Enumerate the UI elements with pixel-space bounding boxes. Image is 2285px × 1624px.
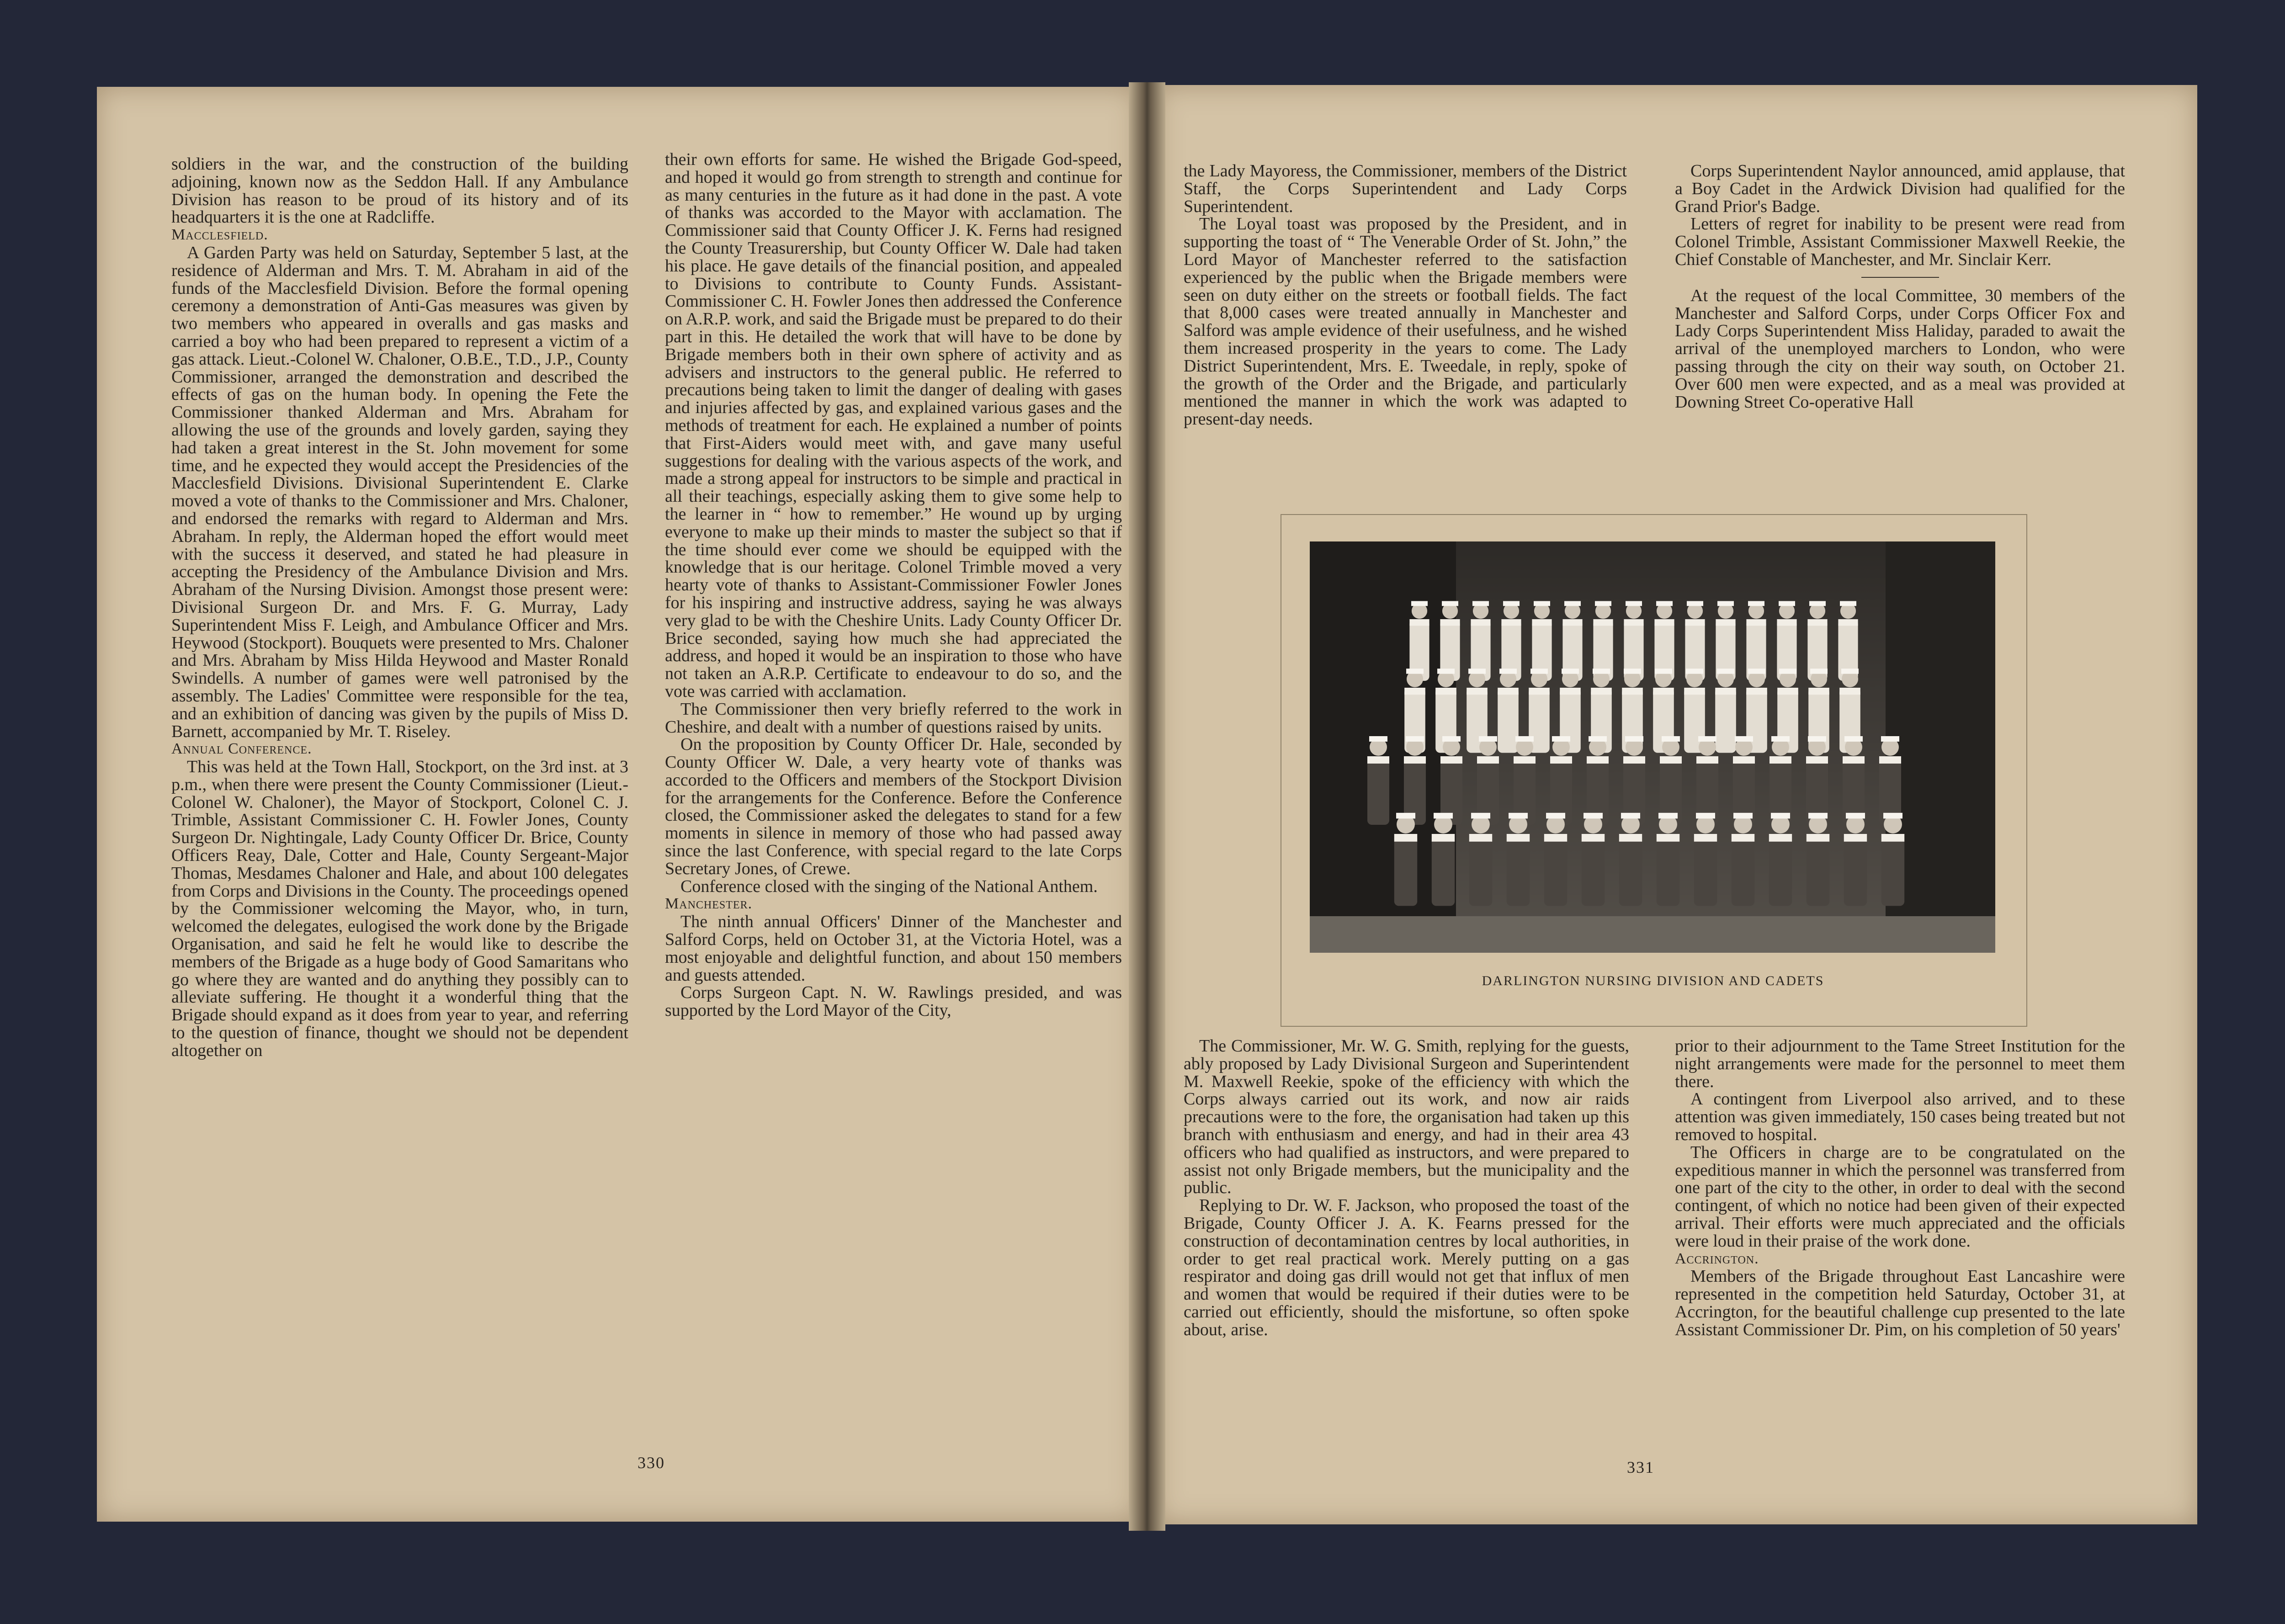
paragraph: The Officers in charge are to be congratulated on the expeditious manner in which the personnel was transferred from one part of the city to the other, in order to deal with the second contingent, of which no notice had been given of their expected arrival. Their efforts were much appreciated and the officials were loud in their praise of the work done.	[1675, 1142, 2125, 1251]
person-cap	[1468, 669, 1486, 674]
person-figure	[1507, 834, 1530, 906]
person-cap	[1655, 669, 1672, 674]
group-photograph	[1310, 541, 1995, 953]
person-figure	[1807, 834, 1829, 906]
person-figure	[1544, 834, 1567, 906]
person-cap	[1624, 669, 1641, 674]
person-cap	[1625, 736, 1643, 742]
person-cap	[1771, 813, 1790, 819]
paragraph: The Commissioner, Mr. W. G. Smith, replying for the guests, ably proposed by Lady Divisional Surgeon and Superintendent M. Maxwell Reekie, spoke of the efficiency with which the Corps always carried out its work, and now air raids precautions were to the fore, the organisation had taken up this branch with enthusiasm and energy, and had in their area 43 officers who had qualified as instructors, and were prepared to assist not only Brigade members, but the municipality and the public.	[1184, 1036, 1629, 1198]
person-cap	[1658, 813, 1678, 819]
person-cap	[1808, 813, 1828, 819]
paragraph: The Commissioner then very briefly referred to the work in Cheshire, and dealt with a number of questions raised by units.	[665, 699, 1122, 737]
person-collar	[1653, 688, 1674, 695]
person-cap	[1593, 669, 1610, 674]
person-cap	[1844, 736, 1863, 742]
person-cap	[1546, 813, 1565, 819]
person-collar	[1582, 834, 1605, 842]
person-collar	[1440, 619, 1460, 626]
person-collar	[1685, 619, 1705, 626]
person-collar	[1807, 834, 1829, 842]
person-collar	[1716, 619, 1735, 626]
person-figure	[1769, 834, 1792, 906]
person-figure	[1657, 834, 1679, 906]
section-heading: Accrington.	[1675, 1250, 1759, 1267]
left-column-2	[665, 151, 1122, 1019]
person-collar	[1440, 756, 1462, 764]
person-cap	[1437, 669, 1455, 674]
person-cap	[1472, 601, 1489, 606]
person-cap	[1584, 813, 1603, 819]
paragraph: prior to their adjournment to the Tame Street Institution for the night arrangements were made for the personnel to meet them there.	[1675, 1036, 2125, 1091]
person-collar	[1839, 688, 1860, 695]
person-cap	[1748, 669, 1765, 674]
person-cap	[1883, 813, 1902, 819]
paragraph: The ninth annual Officers' Dinner of the Manchester and Salford Corps, held on October 31, at the Victoria Hotel, was a most enjoyable and delightful function, and about 150 members and guests attended.	[665, 912, 1122, 985]
person-cap	[1717, 669, 1734, 674]
person-collar	[1591, 688, 1612, 695]
person-cap	[1733, 813, 1753, 819]
person-collar	[1619, 834, 1642, 842]
person-collar	[1838, 619, 1858, 626]
person-collar	[1560, 688, 1581, 695]
person-figure	[1394, 834, 1417, 906]
person-collar	[1660, 756, 1682, 764]
photo-caption: DARLINGTON NURSING DIVISION AND CADETS	[1482, 973, 1824, 988]
person-collar	[1807, 619, 1827, 626]
person-collar	[1657, 834, 1679, 842]
section-heading: Macclesfield.	[171, 226, 268, 244]
person-collar	[1623, 756, 1645, 764]
page-number: 330	[638, 1454, 665, 1472]
person-cap	[1396, 813, 1415, 819]
person-collar	[1843, 756, 1865, 764]
right-column-1-bottom	[1184, 1037, 1629, 1339]
person-collar	[1777, 619, 1796, 626]
person-collar	[1732, 834, 1754, 842]
person-collar	[1532, 619, 1552, 626]
person-cap	[1442, 736, 1461, 742]
paragraph: their own efforts for same. He wished the Brigade God-speed, and hoped it would go from strength to strength and continue for as many centuries in the future as it had done in the past. A vote of thanks was accorded to the Mayor with acclamation. The Commissioner said that County Officer J. K. Ferns had resigned the County Treasurership, but County Officer W. Dale had taken his place. He gave details of the financial position, and appealed to Divisions to contribute to County Funds. Assistant-Commissioner C. H. Fowler Jones then addressed the Conference on A.R.P. work, and said the Brigade must be prepared to do their part in this. He detailed the work that will have to be done by Brigade members both in their own sphere of activity and as advisers and instructors to the general public. He referred to precautions being taken to limit the danger of dealing with gases and injuries affected by gas, and explained various gases and the methods of treatment for each. He explained a number of points that First-Aiders would meet with, and gave many useful suggestions for dealing with the various aspects of the work, and made a strong appeal for instructors to be simple and practical in all their teachings, especially asking them to give some help to the learner in “ how to remember.” He wound up by urging everyone to make up their minds to master the subject so that if the time should ever come we should be equipped with the knowledge that is our heritage. Colonel Trimble moved a very hearty vote of thanks to Assistant-Commissioner Fowler Jones for his inspiring and instructive address, saying he was always very glad to be with the Cheshire Units. Lady County Officer Dr. Brice seconded, saying how much she had appreciated the address, and hoped it would be an inspiration to those who have not taken an A.R.P. Certificate to endeavour to do so, and the vote was carried with acclamation.	[665, 150, 1122, 701]
person-cap	[1662, 736, 1680, 742]
person-cap	[1369, 736, 1387, 742]
paragraph: Corps Surgeon Capt. N. W. Rawlings presided, and was supported by the Lord Mayor of the City,	[665, 983, 1122, 1020]
group-photo-illustration	[1310, 541, 1995, 953]
person-figure	[1844, 834, 1867, 906]
person-figure	[1881, 834, 1904, 906]
person-collar	[1696, 756, 1718, 764]
person-collar	[1409, 619, 1429, 626]
paragraph: Corps Superintendent Naylor announced, amid applause, that a Boy Cadet in the Ardwick Division had qualified for the Grand Prior's Badge.	[1675, 161, 2125, 216]
person-collar	[1770, 756, 1791, 764]
person-collar	[1593, 619, 1613, 626]
person-collar	[1715, 688, 1736, 695]
person-cap	[1479, 736, 1497, 742]
right-column-2-top	[1675, 162, 2125, 411]
left-column-1	[171, 155, 628, 1060]
person-collar	[1498, 688, 1519, 695]
paragraph: Members of the Brigade throughout East Lancashire were represented in the competition held Saturday, October 31, at Accrington, for the beautiful challenge cup presented to the late Assistant Commissioner Dr. Pim, on his completion of 50 years'	[1675, 1267, 2125, 1339]
person-collar	[1684, 688, 1705, 695]
person-figure	[1619, 834, 1642, 906]
person-cap	[1564, 601, 1581, 606]
paragraph: Letters of regret for inability to be present were read from Colonel Trimble, Assistant Commissioner Maxwell Reekie, the Chief Constable of Manchester, and Mr. Sinclair Kerr.	[1675, 214, 2125, 269]
person-figure	[1432, 834, 1455, 906]
person-collar	[1550, 756, 1572, 764]
person-collar	[1881, 834, 1904, 842]
person-collar	[1544, 834, 1567, 842]
paragraph: A contingent from Liverpool also arrived, and to these attention was given immediately, 150 cases being treated but not removed to hospital.	[1675, 1089, 2125, 1144]
person-cap	[1621, 813, 1640, 819]
person-cap	[1562, 669, 1579, 674]
person-collar	[1514, 756, 1536, 764]
person-cap	[1509, 813, 1528, 819]
person-cap	[1779, 601, 1795, 606]
section-heading: Annual Conference.	[171, 740, 312, 758]
right-column-2-bottom	[1675, 1037, 2125, 1339]
person-cap	[1809, 601, 1826, 606]
person-figure	[1367, 756, 1389, 825]
person-collar	[1471, 619, 1490, 626]
person-cap	[1810, 669, 1828, 674]
person-collar	[1507, 834, 1530, 842]
divider	[1861, 277, 1939, 278]
paragraph: This was held at the Town Hall, Stockport, on the 3rd inst. at 3 p.m., when there were present the County Commissioner (Lieut.-Colonel W. Chaloner), the Mayor of Stockport, Colonel C. J. Trimble, Assistant Commissioner C. H. Fowler Jones, County Surgeon Dr. Nightingale, Lady County Officer Dr. Brice, County Officers Reay, Dale, Cotter and Hale, County Sergeant-Major Thomas, Mesdames Chaloner and Hale, and about 100 delegates from Corps and Divisions in the County. The proceedings opened by the Commissioner welcoming the Mayor, who, in turn, welcomed the delegates, eulogised the work done by the Brigade Organisation, and said he felt he would like to describe the members of the Brigade as a huge body of Good Samaritans who go where they are wanted and do anything they possibly can to alleviate suffering. He thought it a wonderful thing that the Brigade should expand as it does from year to year, and referring to the question of finance, thought we should not be dependent altogether on	[171, 757, 628, 1060]
person-cap	[1406, 736, 1424, 742]
person-cap	[1686, 669, 1703, 674]
person-cap	[1530, 669, 1548, 674]
person-cap	[1698, 736, 1716, 742]
person-collar	[1529, 688, 1550, 695]
person-collar	[1806, 756, 1828, 764]
person-cap	[1503, 601, 1520, 606]
person-cap	[1687, 601, 1703, 606]
paragraph: The Loyal toast was proposed by the President, and in supporting the toast of “ The Venerable Order of St. John,” the Lord Mayor of Manchester referred to the satisfaction experienced by the public when the Brigade members were seen on duty either on the streets or football fields. The fact that 8,000 cases were treated annually in Manchester and Salford was ample evidence of their usefulness, and he wished them increased prosperity in the years to come. The Lady District Superintendent, Mrs. E. Tweedale, in reply, spoke of the growth of the Order and the Brigade, and particularly mentioned the manner in which the work was adapted to present-day needs.	[1184, 214, 1627, 429]
paragraph: soldiers in the war, and the construction of the building adjoining, known now as the Seddon Hall. If any Ambulance Division has reason to be proud of its history and of its headquarters it is the one at Radcliffe.	[171, 154, 628, 227]
person-figure	[1694, 834, 1717, 906]
person-cap	[1406, 669, 1424, 674]
page-number: 331	[1627, 1458, 1654, 1476]
paragraph: Conference closed with the singing of the National Anthem.	[680, 876, 1098, 896]
person-cap	[1434, 813, 1453, 819]
paragraph: A Garden Party was held on Saturday, September 5 last, at the residence of Alderman and Mrs. T. M. Abraham in aid of the funds of the Macclesfield Division. Before the formal opening ceremony a demonstration of Anti-Gas measures was given by two members who appeared in overalls and gas masks and carried a boy who had been prepared to represent a victim of a gas attack. Lieut.-Colonel W. Chaloner, O.B.E., T.D., J.P., County Commissioner, arranged the demonstration and described the effects of gas on the human body. In opening the Fete the Commissioner thanked Alderman and Mrs. Abraham for allowing the use of the grounds and lovely garden, saying they had taken a great interest in the St. John movement for some time, and he expected they would accept the Presidencies of the Macclesfield Divisions. Divisional Superintendent E. Clarke moved a vote of thanks to the Commissioner and Mrs. Chaloner, and endorsed the remarks with regard to Alderman and Mrs. Abraham. In reply, the Alderman hoped the effort would meet with the success it deserved, and stated he had pleasure in accepting the Presidency of the Ambulance Division and Mrs. Abraham of the Nursing Division. Amongst those present were: Divisional Surgeon Dr. and Mrs. F. G. Murray, Lady Superintendent Miss F. Leigh, and Ambulance Officer and Mrs. Heywood (Stockport). Bouquets were presented to Mrs. Chaloner and Mrs. Abraham by Miss Hilda Heywood and Master Ronald Swindells. A number of games were well patronised by the assembly. The Ladies' Committee were responsible for the tea, and an exhibition of dancing was given by the pupils of Miss D. Barnett, accompanied by Mr. T. Riseley.	[171, 243, 628, 741]
right-column-1-top	[1184, 162, 1627, 428]
person-cap	[1471, 813, 1490, 819]
paragraph: the Lady Mayoress, the Commissioner, members of the District Staff, the Corps Superintendent and Lady Corps Superintendent.	[1184, 161, 1627, 216]
person-cap	[1840, 601, 1856, 606]
person-cap	[1717, 601, 1734, 606]
person-collar	[1694, 834, 1717, 842]
person-cap	[1881, 736, 1899, 742]
person-collar	[1432, 834, 1455, 842]
person-cap	[1515, 736, 1534, 742]
person-cap	[1442, 601, 1458, 606]
person-collar	[1808, 688, 1829, 695]
person-collar	[1879, 756, 1901, 764]
person-figure	[1582, 834, 1605, 906]
person-cap	[1552, 736, 1570, 742]
book-gutter	[1129, 82, 1165, 1531]
person-cap	[1735, 736, 1753, 742]
person-cap	[1779, 669, 1796, 674]
paragraph: At the request of the local Committee, 30 members of the Manchester and Salford Corps, under Corps Officer Fox and Lady Corps Superintendent Miss Haliday, paraded to await the arrival of the unemployed marchers to London, who were passing through the city on their way south, on October 21. Over 600 men were expected, and as a meal was provided at Downing Street Co-operative Hall	[1675, 286, 2125, 412]
person-collar	[1394, 834, 1417, 842]
person-collar	[1844, 834, 1867, 842]
person-collar	[1746, 688, 1767, 695]
paragraph: On the proposition by County Officer Dr. Hale, seconded by County Officer W. Dale, a very hearty vote of thanks was accorded to the Officers and members of the Stockport Division for the arrangements for the Conference. Before the Conference closed, the Commissioner asked the delegates to stand for a few moments in silence in memory of those who had passed away since the last Conference, with special regard to the late Corps Secretary Jones, of Crewe.	[665, 735, 1122, 878]
person-collar	[1435, 688, 1456, 695]
person-cap	[1656, 601, 1673, 606]
person-collar	[1769, 834, 1792, 842]
person-cap	[1595, 601, 1611, 606]
person-collar	[1733, 756, 1755, 764]
person-cap	[1411, 601, 1428, 606]
person-cap	[1841, 669, 1859, 674]
person-collar	[1624, 619, 1643, 626]
person-figure	[1498, 688, 1519, 753]
person-collar	[1367, 756, 1389, 764]
person-figure	[1732, 834, 1754, 906]
paragraph: Replying to Dr. W. F. Jackson, who proposed the toast of the Brigade, County Officer J. A. K. Fearns pressed for the construction of decontamination centres by local authorities, in order to get real practical work. Merely putting on a gas respirator and doing gas drill would not get that influx of men and women that would be required if their duties were to be carried out efficiently, should the misfortune, so often spoke about, arise.	[1184, 1196, 1629, 1339]
person-cap	[1534, 601, 1550, 606]
section-heading: Manchester.	[665, 895, 753, 913]
person-cap	[1748, 601, 1764, 606]
person-collar	[1477, 756, 1499, 764]
person-collar	[1587, 756, 1609, 764]
person-collar	[1501, 619, 1521, 626]
person-figure	[1469, 834, 1492, 906]
person-cap	[1846, 813, 1865, 819]
person-cap	[1808, 736, 1826, 742]
person-collar	[1622, 688, 1643, 695]
person-collar	[1469, 834, 1492, 842]
person-collar	[1654, 619, 1674, 626]
person-collar	[1562, 619, 1582, 626]
person-cap	[1696, 813, 1715, 819]
person-cap	[1499, 669, 1517, 674]
person-collar	[1746, 619, 1766, 626]
person-figure	[1715, 688, 1736, 753]
person-collar	[1404, 688, 1425, 695]
person-cap	[1771, 736, 1790, 742]
person-collar	[1404, 756, 1426, 764]
person-collar	[1777, 688, 1798, 695]
person-collar	[1467, 688, 1488, 695]
person-cap	[1626, 601, 1642, 606]
person-cap	[1589, 736, 1607, 742]
